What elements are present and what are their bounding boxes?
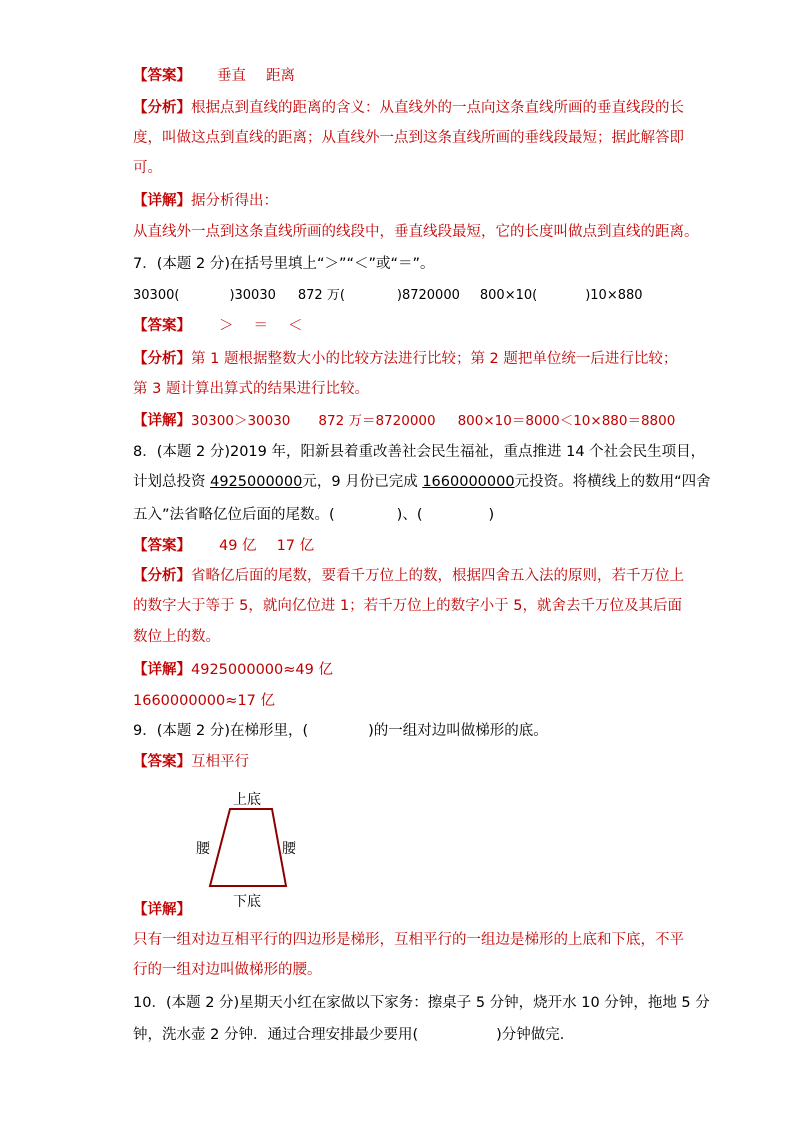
analysis-text: 的数字大于等于 5，就向亿位进 1；若千万位上的数字小于 5，就舍去千万位及其后面 (133, 598, 683, 614)
answer-value: ＝ (253, 318, 268, 334)
question-10-line1: 10．(本题 2 分)星期天小红在家做以下家务：擦桌子 5 分钟，烧开水 10 分钟，拖地 5 分 (133, 995, 710, 1011)
answer-row-8 (133, 536, 314, 556)
analysis-label: 【分析】 (133, 351, 191, 367)
detail-text: 只有一组对边互相平行的四边形是梯形，互相平行的一组边是梯形的上底和下底，不平 (133, 932, 684, 948)
answer-row-7 (133, 316, 303, 336)
analysis-text: 省略亿后面的尾数，要看千万位上的数，根据四舍五入法的原则，若千万位上 (191, 568, 684, 584)
answer-value: ＜ (288, 318, 303, 334)
detail-row-7 (133, 411, 675, 431)
answer-value: ＞ (219, 318, 234, 334)
answer-row-6 (133, 66, 295, 86)
detail-row-8 (133, 660, 333, 680)
detail-text: 1660000000≈17 亿 (133, 693, 275, 709)
detail-row-9 (133, 900, 191, 920)
detail-text: 行的一组对边叫做梯形的腰。 (133, 962, 322, 978)
compare-item: 872 万( )8720000 (297, 288, 460, 303)
detail-label: 【详解】 (133, 902, 191, 918)
detail-label: 【详解】 (133, 193, 191, 209)
answer-label: 【答案】 (133, 68, 191, 84)
detail-item: 872 万＝8720000 (318, 413, 436, 429)
compare-item: 30300( )30030 (133, 288, 276, 303)
analysis-row-6 (133, 98, 684, 118)
question-7-items (133, 286, 643, 306)
answer-value: 49 亿 (219, 538, 257, 554)
answer-label: 【答案】 (133, 538, 191, 554)
detail-label: 【详解】 (133, 413, 191, 429)
top-base-label: 上底 (233, 792, 261, 808)
underlined-number: 1660000000 (422, 474, 515, 490)
question-8-line1: 8．(本题 2 分)2019 年，阳新县着重改善社会民生福祉，重点推进 14 个社会民生项目， (133, 444, 706, 460)
detail-row-6 (133, 191, 278, 211)
bottom-base-label: 下底 (233, 894, 261, 910)
detail-item: 30300＞30030 (191, 413, 291, 429)
compare-item: 800×10( )10×880 (479, 288, 643, 303)
detail-text: 据分析得出： (191, 193, 278, 209)
detail-text: 从直线外一点到这条直线所画的线段中，垂直线段最短，它的长度叫做点到直线的距离。 (133, 224, 699, 240)
answer-row-9 (133, 752, 249, 772)
question-8-line3: 五入”法省略亿位后面的尾数。( )、( ) (133, 507, 495, 523)
answer-label: 【答案】 (133, 754, 191, 770)
answer-value: 17 亿 (276, 538, 315, 554)
left-leg-label: 腰 (196, 841, 210, 857)
analysis-text: 可。 (133, 160, 162, 176)
analysis-text: 第 3 题计算出算式的结果进行比较。 (133, 381, 369, 397)
answer-label: 【答案】 (133, 318, 191, 334)
question-9: 9．(本题 2 分)在梯形里，( )的一组对边叫做梯形的底。 (133, 723, 548, 739)
detail-label: 【详解】 (133, 662, 191, 678)
underlined-number: 4925000000 (210, 474, 303, 490)
question-8-line2: 计划总投资 4925000000元，9 月份已完成 1660000000元投资。将横线上的数用“四舍 (133, 474, 711, 490)
analysis-label: 【分析】 (133, 100, 191, 116)
right-leg-label: 腰 (282, 841, 296, 857)
analysis-text: 度，叫做这点到直线的距离；从直线外一点到这条直线所画的垂线段最短；据此解答即 (133, 130, 684, 146)
question-7: 7．(本题 2 分)在括号里填上“＞”“＜”或“＝”。 (133, 256, 435, 272)
answer-value: 互相平行 (191, 754, 249, 770)
analysis-text: 数位上的数。 (133, 629, 220, 645)
answer-value: 垂直 (217, 68, 246, 84)
trapezoid-shape (210, 809, 286, 886)
detail-item: 800×10＝8000＜10×880＝8800 (457, 413, 676, 429)
question-10-line2: 钟，洗水壶 2 分钟．通过合理安排最少要用( )分钟做完． (133, 1027, 575, 1043)
answer-value: 距离 (266, 68, 295, 84)
trapezoid-figure (196, 790, 306, 912)
analysis-row-7 (133, 349, 677, 369)
analysis-label: 【分析】 (133, 568, 191, 584)
analysis-row-8 (133, 566, 684, 586)
detail-text: 4925000000≈49 亿 (191, 662, 333, 678)
analysis-text: 根据点到直线的距离的含义：从直线外的一点向这条直线所画的垂直线段的长 (191, 100, 684, 116)
analysis-text: 第 1 题根据整数大小的比较方法进行比较；第 2 题把单位统一后进行比较； (191, 351, 678, 367)
